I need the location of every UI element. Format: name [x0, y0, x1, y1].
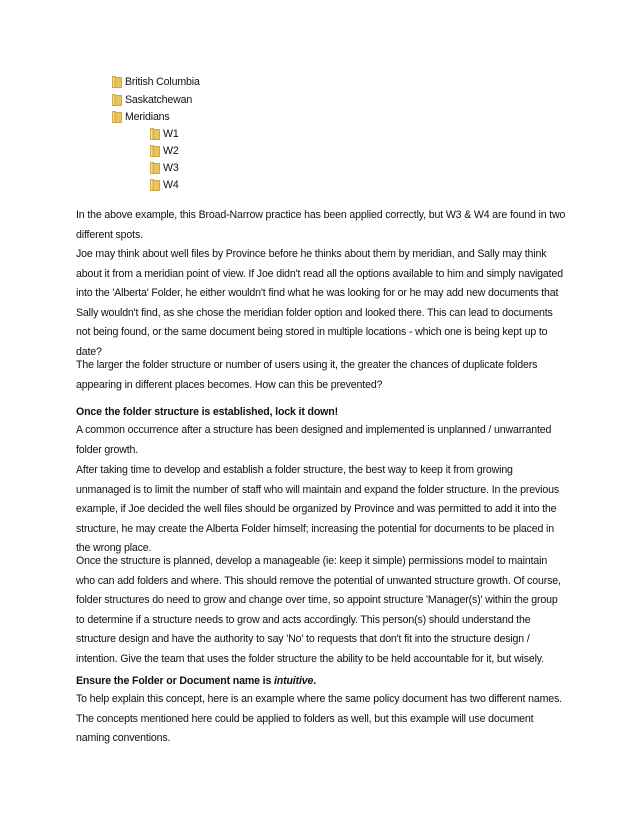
paragraph-permissions-model: Once the structure is planned, develop a manageable (ie: keep it simple) permissions model to maintain who can add folders and where. This should remove the potential of unwanted structure growth. Of course, folder structures do need to grow and change over time, so appoint structure 'Manager(s)' within the group to determine if a structure needs to grow and acts accordingly. This person(s) should understand the structure design and have the authority to say 'No' to requests that don't fit into the structure design / intention. Give the team that uses the folder structure the ability to be held accountable for it, but wisely. — [76, 555, 561, 665]
folder-label: W4 — [163, 179, 179, 191]
folder-w2 — [150, 143, 179, 159]
folder-meridians — [112, 109, 170, 125]
folder-w4 — [150, 177, 179, 193]
folder-w1 — [150, 126, 179, 142]
paragraph-joe-sally: Joe may think about well files by Province before he thinks about them by meridian, and Sally may think about it from a meridian point of view. If Joe didn't read all the options available to him and simply navigated into the 'Alberta' Folder, he either wouldn't find what he was looking for or he may add new documents that Sally wouldn't find, as she chose the meridian folder option and looked there. This can lead to documents not being found, or the same document being stored in multiple locations - which one is being kept up to date? — [76, 248, 563, 358]
paragraph-limit-staff: After taking time to develop and establish a folder structure, the best way to keep it from growing unmanaged is to limit the number of staff who will maintain and expand the folder structure. In the previous example, if Joe decided the well files should be organized by Province and was permitted to add it into the structure, he may create the Alberta Folder himself; increasing the potential for documents to be placed in the wrong place. — [76, 464, 559, 555]
folder-icon — [150, 145, 160, 157]
folder-label: Meridians — [125, 111, 170, 123]
folder-icon — [112, 111, 122, 123]
folder-label: British Columbia — [125, 76, 200, 88]
paragraph-policy-example: To help explain this concept, here is an example where the same policy document has two different names. The concepts mentioned here could be applied to folders as well, but this example will use document naming conventions. — [76, 693, 562, 745]
folder-label: W2 — [163, 145, 179, 157]
paragraph-duplicate-folders: The larger the folder structure or number of users using it, the greater the chances of duplicate folders appearing in different places becomes. How can this be prevented? — [76, 359, 538, 391]
heading-emphasis: intuitive — [273, 675, 314, 687]
folder-label: W3 — [163, 162, 179, 174]
paragraph-common-occurrence: A common occurrence after a structure has been designed and implemented is unplanned / unwarranted folder growth. — [76, 424, 552, 456]
folder-w3 — [150, 160, 179, 176]
paragraph-example-summary: In the above example, this Broad-Narrow practice has been applied correctly, but W3 & W4 are found in two different spots. — [76, 209, 566, 241]
folder-british-columbia — [112, 74, 200, 90]
folder-saskatchewan — [112, 92, 192, 108]
folder-icon — [150, 179, 160, 191]
heading-intuitive-names — [76, 672, 568, 692]
folder-icon — [150, 128, 160, 140]
heading-prefix: Ensure the Folder or Document name is — [76, 675, 274, 687]
folder-label: W1 — [163, 128, 179, 140]
folder-label: Saskatchewan — [125, 94, 193, 106]
heading-lock-it-down: Once the folder structure is established, lock it down! — [76, 406, 338, 418]
folder-icon — [112, 76, 122, 88]
heading-suffix: . — [313, 675, 317, 687]
folder-icon — [150, 162, 160, 174]
folder-icon — [112, 94, 122, 106]
